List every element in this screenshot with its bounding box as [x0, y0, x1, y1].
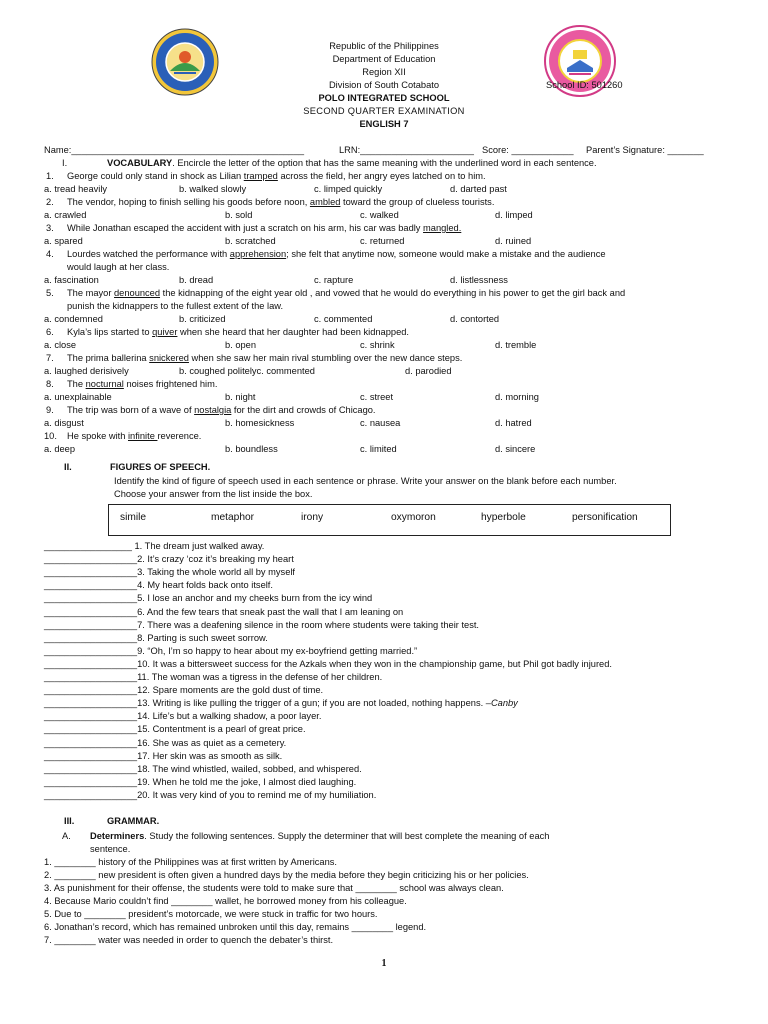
- vocab-question-post: ; she felt that anytime now, someone would make a mistake and the audience: [286, 249, 606, 259]
- determiner-item: 2. ________ new president is often given a hundred days by the media before they begin criticizing his or her policies.: [44, 870, 529, 880]
- vocab-question-post: across the field, her angry eyes latched on to him.: [277, 171, 486, 181]
- vocab-option: a. tread heavily: [44, 184, 108, 194]
- vocab-option: d. contorted: [450, 314, 500, 324]
- figure-item: __________________11. The woman was a tigress in the defense of her children.: [44, 672, 383, 682]
- determiner-item: 3. As punishment for their offense, the students were told to make sure that ________ school was always clean.: [44, 883, 504, 893]
- vocab-option: c. street: [360, 392, 394, 402]
- choice-simile: simile: [120, 512, 147, 523]
- vocab-question: [67, 353, 462, 363]
- figure-item: __________________5. I lose an anchor and my cheeks burn from the icy wind: [44, 593, 373, 604]
- vocab-item-number: 8.: [46, 379, 54, 389]
- figures-title: FIGURES OF SPEECH.: [110, 462, 211, 472]
- vocab-option: d. sincere: [495, 444, 536, 454]
- figure-item: __________________9. “Oh, I’m so happy to hear about my ex-boyfriend getting married.”: [44, 645, 418, 656]
- figure-item: __________________4. My heart folds back onto itself.: [44, 580, 273, 591]
- vocab-question-pre: The: [67, 379, 86, 389]
- vocab-question-post: toward the group of clueless tourists.: [340, 197, 495, 207]
- vocab-underlined-word: apprehension: [229, 249, 287, 259]
- vocab-question-pre: The mayor: [67, 288, 115, 298]
- vocab-title: VOCABULARY: [107, 158, 173, 168]
- vocab-item-number: 2.: [46, 197, 54, 207]
- vocab-question: [67, 171, 486, 181]
- vocab-question-pre: Kyla’s lips started to: [67, 327, 153, 337]
- vocab-option: d. listlessness: [450, 275, 508, 285]
- vocab-question-post: noises frightened him.: [123, 379, 218, 389]
- vocab-item-number: 3.: [46, 223, 54, 233]
- vocab-option: b. sold: [225, 210, 253, 220]
- figures-numeral: II.: [64, 462, 72, 472]
- vocab-option: d. morning: [495, 392, 539, 402]
- vocab-numeral: I.: [62, 158, 68, 168]
- figure-item: __________________18. The wind whistled, wailed, sobbed, and whispered.: [44, 763, 362, 774]
- vocab-underlined-word: quiver: [152, 327, 178, 337]
- header-republic: Republic of the Philippines: [329, 41, 439, 51]
- vocab-option: c. commented: [314, 314, 373, 324]
- choice-personification: personification: [572, 512, 638, 523]
- vocab-option: c. shrink: [360, 340, 395, 350]
- figure-item: __________________8. Parting is such sweet sorrow.: [44, 632, 268, 643]
- vocab-option: c. nausea: [360, 418, 401, 428]
- determiner-item: 5. Due to ________ president’s motorcade, we were stuck in traffic for two hours.: [44, 909, 378, 919]
- vocab-option: d. limped: [495, 210, 533, 220]
- vocab-option: a. spared: [44, 236, 83, 246]
- vocab-option: b. criticized: [179, 314, 226, 324]
- choice-oxymoron: oxymoron: [391, 512, 436, 523]
- vocab-question-pre: While Jonathan escaped the accident with just a scratch on his arm, his car was badly: [67, 223, 424, 233]
- vocab-option: a. fascination: [44, 275, 99, 285]
- determiner-item: 6. Jonathan’s record, which has remained unbroken until this day, remains ________ legend.: [44, 922, 427, 932]
- vocab-question: [67, 223, 461, 233]
- choice-hyperbole: hyperbole: [481, 512, 526, 523]
- vocab-option: c. walked: [360, 210, 399, 220]
- vocab-option: c. rapture: [314, 275, 354, 285]
- determiner-item: 7. ________ water was needed in order to quench the debater’s thirst.: [44, 935, 334, 945]
- vocab-question: [67, 327, 409, 337]
- figure-item: __________________15. Contentment is a pearl of great price.: [44, 724, 306, 735]
- vocab-question-pre: George could only stand in shock as Lilian: [67, 171, 244, 181]
- vocab-question-post: for the dirt and crowds of Chicago.: [231, 405, 376, 415]
- vocab-option: d. darted past: [450, 184, 507, 194]
- vocab-item-number: 5.: [46, 288, 54, 298]
- page-number: 1: [381, 958, 387, 969]
- figure-item: __________________20. It was very kind of you to remind me of my humiliation.: [44, 789, 377, 800]
- vocab-option: b. homesickness: [225, 418, 295, 428]
- figures-instruction-1: Identify the kind of figure of speech used in each sentence or phrase. Write your answer on the blank before each number.: [114, 476, 617, 486]
- vocab-underlined-word: nocturnal: [85, 379, 124, 389]
- vocab-heading: [107, 158, 597, 168]
- vocab-question-pre: The prima ballerina: [67, 353, 150, 363]
- figure-item: __________________6. And the few tears that sneak past the wall that I am leaning on: [44, 606, 404, 617]
- vocab-instruction: . Encircle the letter of the option that has the same meaning with the underlined word in each sentence.: [172, 158, 597, 168]
- grammar-title: GRAMMAR.: [107, 816, 160, 826]
- vocab-option: a. disgust: [44, 418, 84, 428]
- grammar-numeral: III.: [64, 816, 75, 826]
- figures-instruction-2: Choose your answer from the list inside the box.: [114, 489, 313, 499]
- score-field: Score: ____________: [482, 145, 574, 155]
- vocab-question: [67, 249, 606, 259]
- figure-item: __________________17. Her skin was as smooth as silk.: [44, 750, 283, 761]
- vocab-question: [67, 405, 376, 415]
- vocab-item-number: 4.: [46, 249, 54, 259]
- figure-item: __________________10. It was a bittersweet success for the Azkals when they won in the championship game, but Phil got badly injured.: [44, 658, 612, 669]
- vocab-option: a. condemned: [44, 314, 103, 324]
- school-name: POLO INTEGRATED SCHOOL: [318, 93, 450, 103]
- vocab-option: b. walked slowly: [179, 184, 247, 194]
- figure-item: __________________19. When he told me the joke, I almost died laughing.: [44, 776, 357, 787]
- name-field: Name:_____________________________________________: [44, 145, 305, 155]
- vocab-option: d. hatred: [495, 418, 532, 428]
- vocab-underlined-word: ambled: [309, 197, 341, 207]
- determiner-item: 1. ________ history of the Philippines was at first written by Americans.: [44, 857, 338, 867]
- vocab-option: c. limited: [360, 444, 397, 454]
- vocab-item-number: 9.: [46, 405, 54, 415]
- vocab-option: b. coughed politelyc. commented: [179, 366, 315, 376]
- vocab-option: b. scratched: [225, 236, 276, 246]
- vocab-underlined-word: mangled.: [423, 223, 462, 233]
- vocab-question-pre: Lourdes watched the performance with: [67, 249, 230, 259]
- figure-item: _________________ 1. The dream just walked away.: [44, 541, 265, 551]
- vocab-option: d. ruined: [495, 236, 532, 246]
- vocab-option: a. unexplainable: [44, 392, 112, 402]
- vocab-option: b. night: [225, 392, 256, 402]
- vocab-question-pre: He spoke with: [67, 431, 128, 441]
- vocab-underlined-word: tramped: [243, 171, 278, 181]
- vocab-question-pre: The trip was born of a wave of: [67, 405, 195, 415]
- determiner-item: 4. Because Mario couldn’t find ________ wallet, he borrowed money from his colleague.: [44, 896, 407, 906]
- vocab-question: [67, 197, 494, 207]
- figure-item: __________________12. Spare moments are the gold dust of time.: [44, 685, 324, 696]
- vocab-question-continued: would laugh at her class.: [67, 262, 170, 272]
- vocab-item-number: 6.: [46, 327, 54, 337]
- vocab-question: [67, 431, 201, 441]
- choice-irony: irony: [301, 512, 324, 523]
- figure-item: __________________3. Taking the whole world all by myself: [44, 567, 296, 578]
- vocab-question-post: reverence.: [157, 431, 202, 441]
- vocab-question-pre: The vendor, hoping to finish selling his goods before noon,: [67, 197, 310, 207]
- header-department: Department of Education: [332, 54, 436, 64]
- vocab-underlined-word: denounced: [114, 288, 161, 298]
- vocab-question-post: when she heard that her daughter had been kidnapped.: [177, 327, 409, 337]
- vocab-option: c. limped quickly: [314, 184, 383, 194]
- vocab-option: c. returned: [360, 236, 405, 246]
- vocab-option: a. crawled: [44, 210, 87, 220]
- vocab-option: b. dread: [179, 275, 214, 285]
- figure-item-attribution: Canby: [490, 698, 518, 709]
- figure-item: __________________2. It’s crazy ‘coz it’s breaking my heart: [44, 554, 294, 565]
- grammar-sub-title: Determiners: [90, 831, 145, 841]
- grammar-sub-instruction-2: sentence.: [90, 844, 131, 854]
- lrn-field: LRN:______________________: [339, 145, 474, 155]
- grammar-sub-heading: [90, 831, 549, 841]
- vocab-option: d. tremble: [495, 340, 537, 350]
- figure-item: __________________7. There was a deafening silence in the room where students were taking their test.: [44, 619, 480, 630]
- vocab-item-number: 1.: [46, 171, 54, 181]
- vocab-option: a. deep: [44, 444, 76, 454]
- grammar-sub-letter: A.: [62, 831, 71, 841]
- vocab-underlined-word: nostalgia: [194, 405, 232, 415]
- vocab-option: a. laughed derisively: [44, 366, 129, 376]
- vocab-underlined-word: infinite: [127, 431, 158, 441]
- header-division: Division of South Cotabato: [328, 80, 440, 90]
- vocab-option: b. open: [225, 340, 257, 350]
- figure-item: __________________13. Writing is like pulling the trigger of a gun; if you are not loaded, nothing happens. –Canby: [44, 698, 518, 709]
- vocab-underlined-word: snickered: [149, 353, 189, 363]
- figure-item: __________________16. She was as quiet as a cemetery.: [44, 737, 287, 748]
- signature-field: Parent’s Signature: _______: [586, 145, 704, 155]
- header-region: Region XII: [362, 67, 406, 77]
- vocab-option: d. parodied: [405, 366, 452, 376]
- subject-title: ENGLISH 7: [359, 119, 409, 129]
- vocab-question-continued: punish the kidnappers to the fullest extent of the law.: [67, 301, 284, 311]
- exam-title: SECOND QUARTER EXAMINATION: [303, 106, 465, 116]
- vocab-option: a. close: [44, 340, 77, 350]
- vocab-question-post: the kidnapping of the eight year old , and vowed that he would do everything in his power to get the girl back and: [160, 288, 626, 298]
- school-id: School ID: 501260: [546, 80, 623, 90]
- vocab-question-post: when she saw her main rival stumbling over the new dance steps.: [188, 353, 463, 363]
- vocab-option: b. boundless: [225, 444, 278, 454]
- vocab-question: [67, 379, 217, 389]
- vocab-item-number: 10.: [44, 431, 57, 441]
- figure-item: __________________14. Life’s but a walking shadow, a poor layer.: [44, 711, 322, 722]
- vocab-item-number: 7.: [46, 353, 54, 363]
- choice-metaphor: metaphor: [211, 512, 255, 523]
- grammar-sub-instruction: . Study the following sentences. Supply the determiner that will best complete the meaning of each: [144, 831, 550, 841]
- vocab-question: [67, 288, 625, 298]
